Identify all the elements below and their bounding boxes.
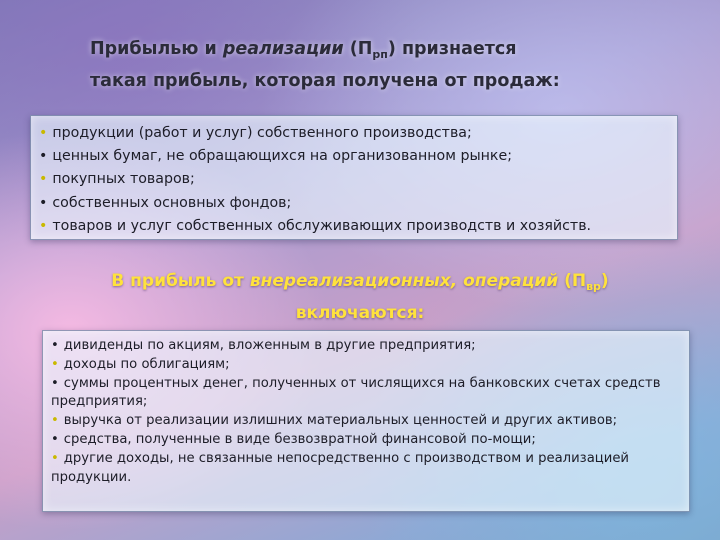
heading-symbol (564, 271, 609, 291)
list-item (39, 122, 669, 145)
list-item-text: доходы по облигациям; (63, 356, 230, 372)
bullet-icon: • (51, 413, 59, 429)
bullet-icon: • (39, 125, 48, 141)
list-item-text: товаров и услуг собственных обслуживающих производств и хозяйств. (52, 217, 592, 234)
list-item-text: дивиденды по акциям, вложенным в другие предприятия; (63, 338, 476, 353)
list-item (39, 215, 669, 238)
list-item-text: другие доходы, не связанные непосредственно с производством и реализацией продукции. (51, 450, 630, 485)
bullet-icon: • (51, 356, 59, 372)
title-symbol-subscript: рп (372, 48, 388, 61)
bullet-icon: • (39, 194, 48, 211)
list-item-text: ценных бумаг, не обращающихся на организованном рынке; (52, 148, 513, 165)
title-symbol-close: ) (387, 39, 396, 59)
list-item (51, 450, 681, 488)
nonsales-list (51, 337, 681, 487)
list-item-text: выручка от реализации излишних материальных ценностей и других активов; (63, 413, 618, 429)
title-word-2: и (204, 39, 217, 59)
list-item (39, 145, 669, 168)
bullet-icon: • (51, 338, 59, 353)
heading-line-1 (80, 268, 640, 300)
bullet-icon: • (39, 148, 48, 165)
bullet-icon: • (39, 171, 48, 188)
heading-symbol-main: (П (564, 271, 587, 291)
list-item (51, 431, 681, 450)
list-item (51, 412, 681, 431)
title-line-2: такая прибыль, которая получена от продаж: (90, 71, 560, 91)
title-word-1: Прибылью (90, 39, 199, 59)
list-item (39, 192, 669, 215)
nonsales-panel (42, 330, 690, 512)
title-symbol-main: (П (349, 39, 373, 59)
list-item (39, 168, 669, 191)
bullet-icon: • (39, 217, 48, 234)
bullet-icon: • (51, 450, 59, 466)
title-symbol (350, 39, 396, 59)
list-item-text: суммы процентных денег, полученных от числящихся на банковских счетах средств предприятия; (51, 375, 661, 410)
list-item-text: покупных товаров; (52, 171, 195, 188)
bullet-icon: • (51, 431, 59, 447)
list-item (51, 375, 681, 413)
list-item-text: собственных основных фондов; (52, 194, 292, 211)
heading-word-1: В прибыль от (111, 271, 244, 291)
list-item (51, 356, 681, 375)
title-word-4: признается (401, 39, 517, 59)
heading-word-2: внереализационных, операций (249, 271, 559, 291)
heading-line-2: включаются: (295, 303, 425, 323)
list-item-text: средства, полученные в виде безвозвратной финансовой по-мощи; (63, 431, 536, 447)
list-item-text: продукции (работ и услуг) собственного производства; (52, 125, 472, 141)
slide-title (90, 36, 650, 94)
heading-symbol-close: ) (600, 271, 609, 291)
bullet-icon: • (51, 375, 59, 391)
heading-symbol-subscript: вр (586, 280, 601, 293)
sales-list (39, 122, 669, 238)
title-line-1 (90, 36, 650, 68)
title-word-3: реализации (222, 39, 344, 59)
list-item (51, 337, 681, 356)
section-heading (80, 268, 640, 326)
sales-panel (30, 115, 678, 240)
